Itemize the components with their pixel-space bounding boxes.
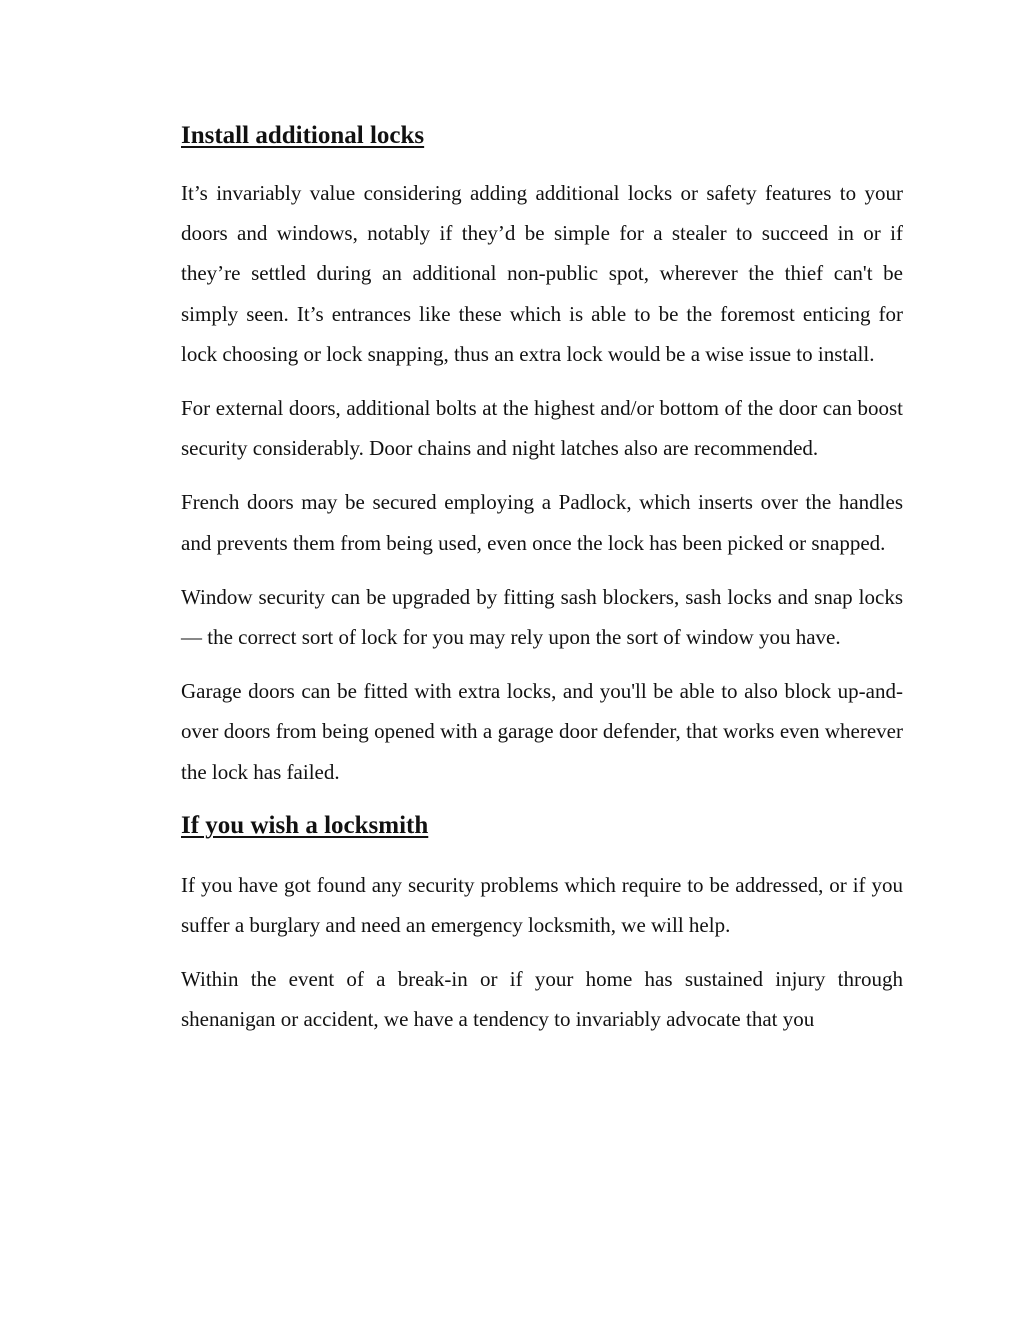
paragraph: Window security can be upgraded by fitting sash blockers, sash locks and snap locks — the correct sort of lock for you may rely upon the sort of window you have. (181, 584, 903, 650)
document-page (181, 118, 903, 1040)
section-heading-locksmith: If you wish a locksmith (181, 811, 429, 839)
paragraph: For external doors, additional bolts at the highest and/or bottom of the door can boost security considerably. Door chains and night latches also are recommended. (181, 396, 903, 461)
paragraph: It’s invariably value considering adding additional locks or safety features to your doors and windows, notably if they’d be simple for a stealer to succeed in or if they’re settled during an additional non-public spot, wherever the thief can't be simply seen. It’s entrances like these which is able to be the foremost enticing for lock choosing or lock snapping, thus an extra lock would be a wise issue to install. (181, 181, 903, 366)
paragraph: Within the event of a break-in or if your home has sustained injury through shenanigan or accident, we have a tendency to invariably advocate that you (181, 967, 903, 1032)
paragraph: If you have got found any security problems which require to be addressed, or if you suffer a burglary and need an emergency locksmith, we will help. (181, 872, 903, 938)
paragraph: French doors may be secured employing a Padlock, which inserts over the handles and prevents them from being used, even once the lock has been picked or snapped. (181, 490, 903, 555)
section-heading-install-locks: Install additional locks (181, 122, 425, 149)
paragraph: Garage doors can be fitted with extra locks, and you'll be able to also block up-and-over doors from being opened with a garage door defender, that works even wherever the lock has failed. (181, 679, 903, 784)
